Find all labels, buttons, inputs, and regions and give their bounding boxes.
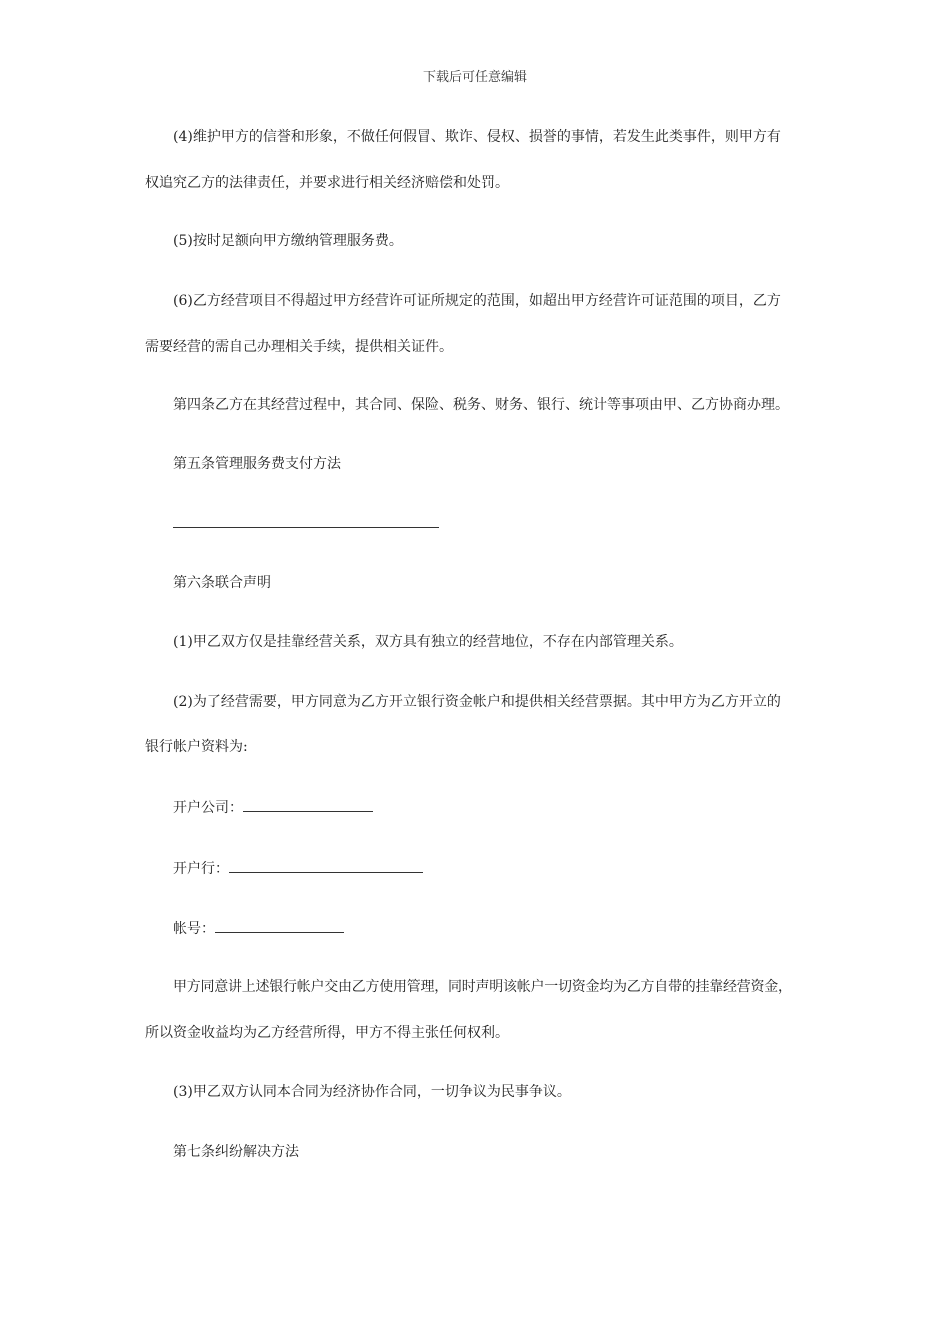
- clause-6-line-2: 需要经营的需自己办理相关手续，提供相关证件。: [145, 339, 453, 355]
- article-6-title: 第六条联合声明: [173, 575, 271, 591]
- account-company-field: [173, 797, 373, 817]
- account-bank-blank: [229, 858, 423, 873]
- page-header: 下载后可任意编辑: [422, 70, 527, 85]
- article-4: 第四条乙方在其经营过程中，其合同、保险、税务、财务、银行、统计等事项由甲、乙方协商办理。: [173, 397, 789, 413]
- article-6-clause-3-line-2: 所以资金收益均为乙方经营所得，甲方不得主张任何权利。: [145, 1025, 509, 1041]
- payment-method-blank: [173, 527, 439, 528]
- article-6-clause-2-line-2: 银行帐户资料为:: [145, 739, 248, 755]
- account-bank-field: [173, 858, 423, 878]
- article-6-clause-1: (1)甲乙双方仅是挂靠经营关系，双方具有独立的经营地位，不存在内部管理关系。: [173, 634, 683, 650]
- article-7-title: 第七条纠纷解决方法: [173, 1144, 299, 1160]
- article-6-clause-2-line-1: (2)为了经营需要，甲方同意为乙方开立银行资金帐户和提供相关经营票据。其中甲方为乙方开立的: [173, 694, 781, 710]
- account-company-label: 开户公司：: [173, 800, 243, 816]
- account-bank-label: 开户行：: [173, 861, 229, 877]
- account-company-blank: [243, 797, 373, 812]
- clause-5: (5)按时足额向甲方缴纳管理服务费。: [173, 233, 403, 249]
- account-number-label: 帐号：: [173, 921, 215, 937]
- clause-6-line-1: (6)乙方经营项目不得超过甲方经营许可证所规定的范围，如超出甲方经营许可证范围的项目，乙方: [173, 293, 781, 309]
- account-number-field: [173, 918, 344, 938]
- article-6-clause-3-line-1: 甲方同意讲上述银行帐户交由乙方使用管理，同时声明该帐户一切资金均为乙方自带的挂靠经营资金，: [173, 979, 792, 995]
- article-6-clause-4: (3)甲乙双方认同本合同为经济协作合同，一切争议为民事争议。: [173, 1084, 571, 1100]
- clause-4-line-1: (4)维护甲方的信誉和形象，不做任何假冒、欺诈、侵权、损誉的事情，若发生此类事件，则甲方有: [173, 129, 781, 145]
- account-number-blank: [215, 918, 344, 933]
- clause-4-line-2: 权追究乙方的法律责任，并要求进行相关经济赔偿和处罚。: [145, 175, 509, 191]
- article-5-title: 第五条管理服务费支付方法: [173, 456, 341, 472]
